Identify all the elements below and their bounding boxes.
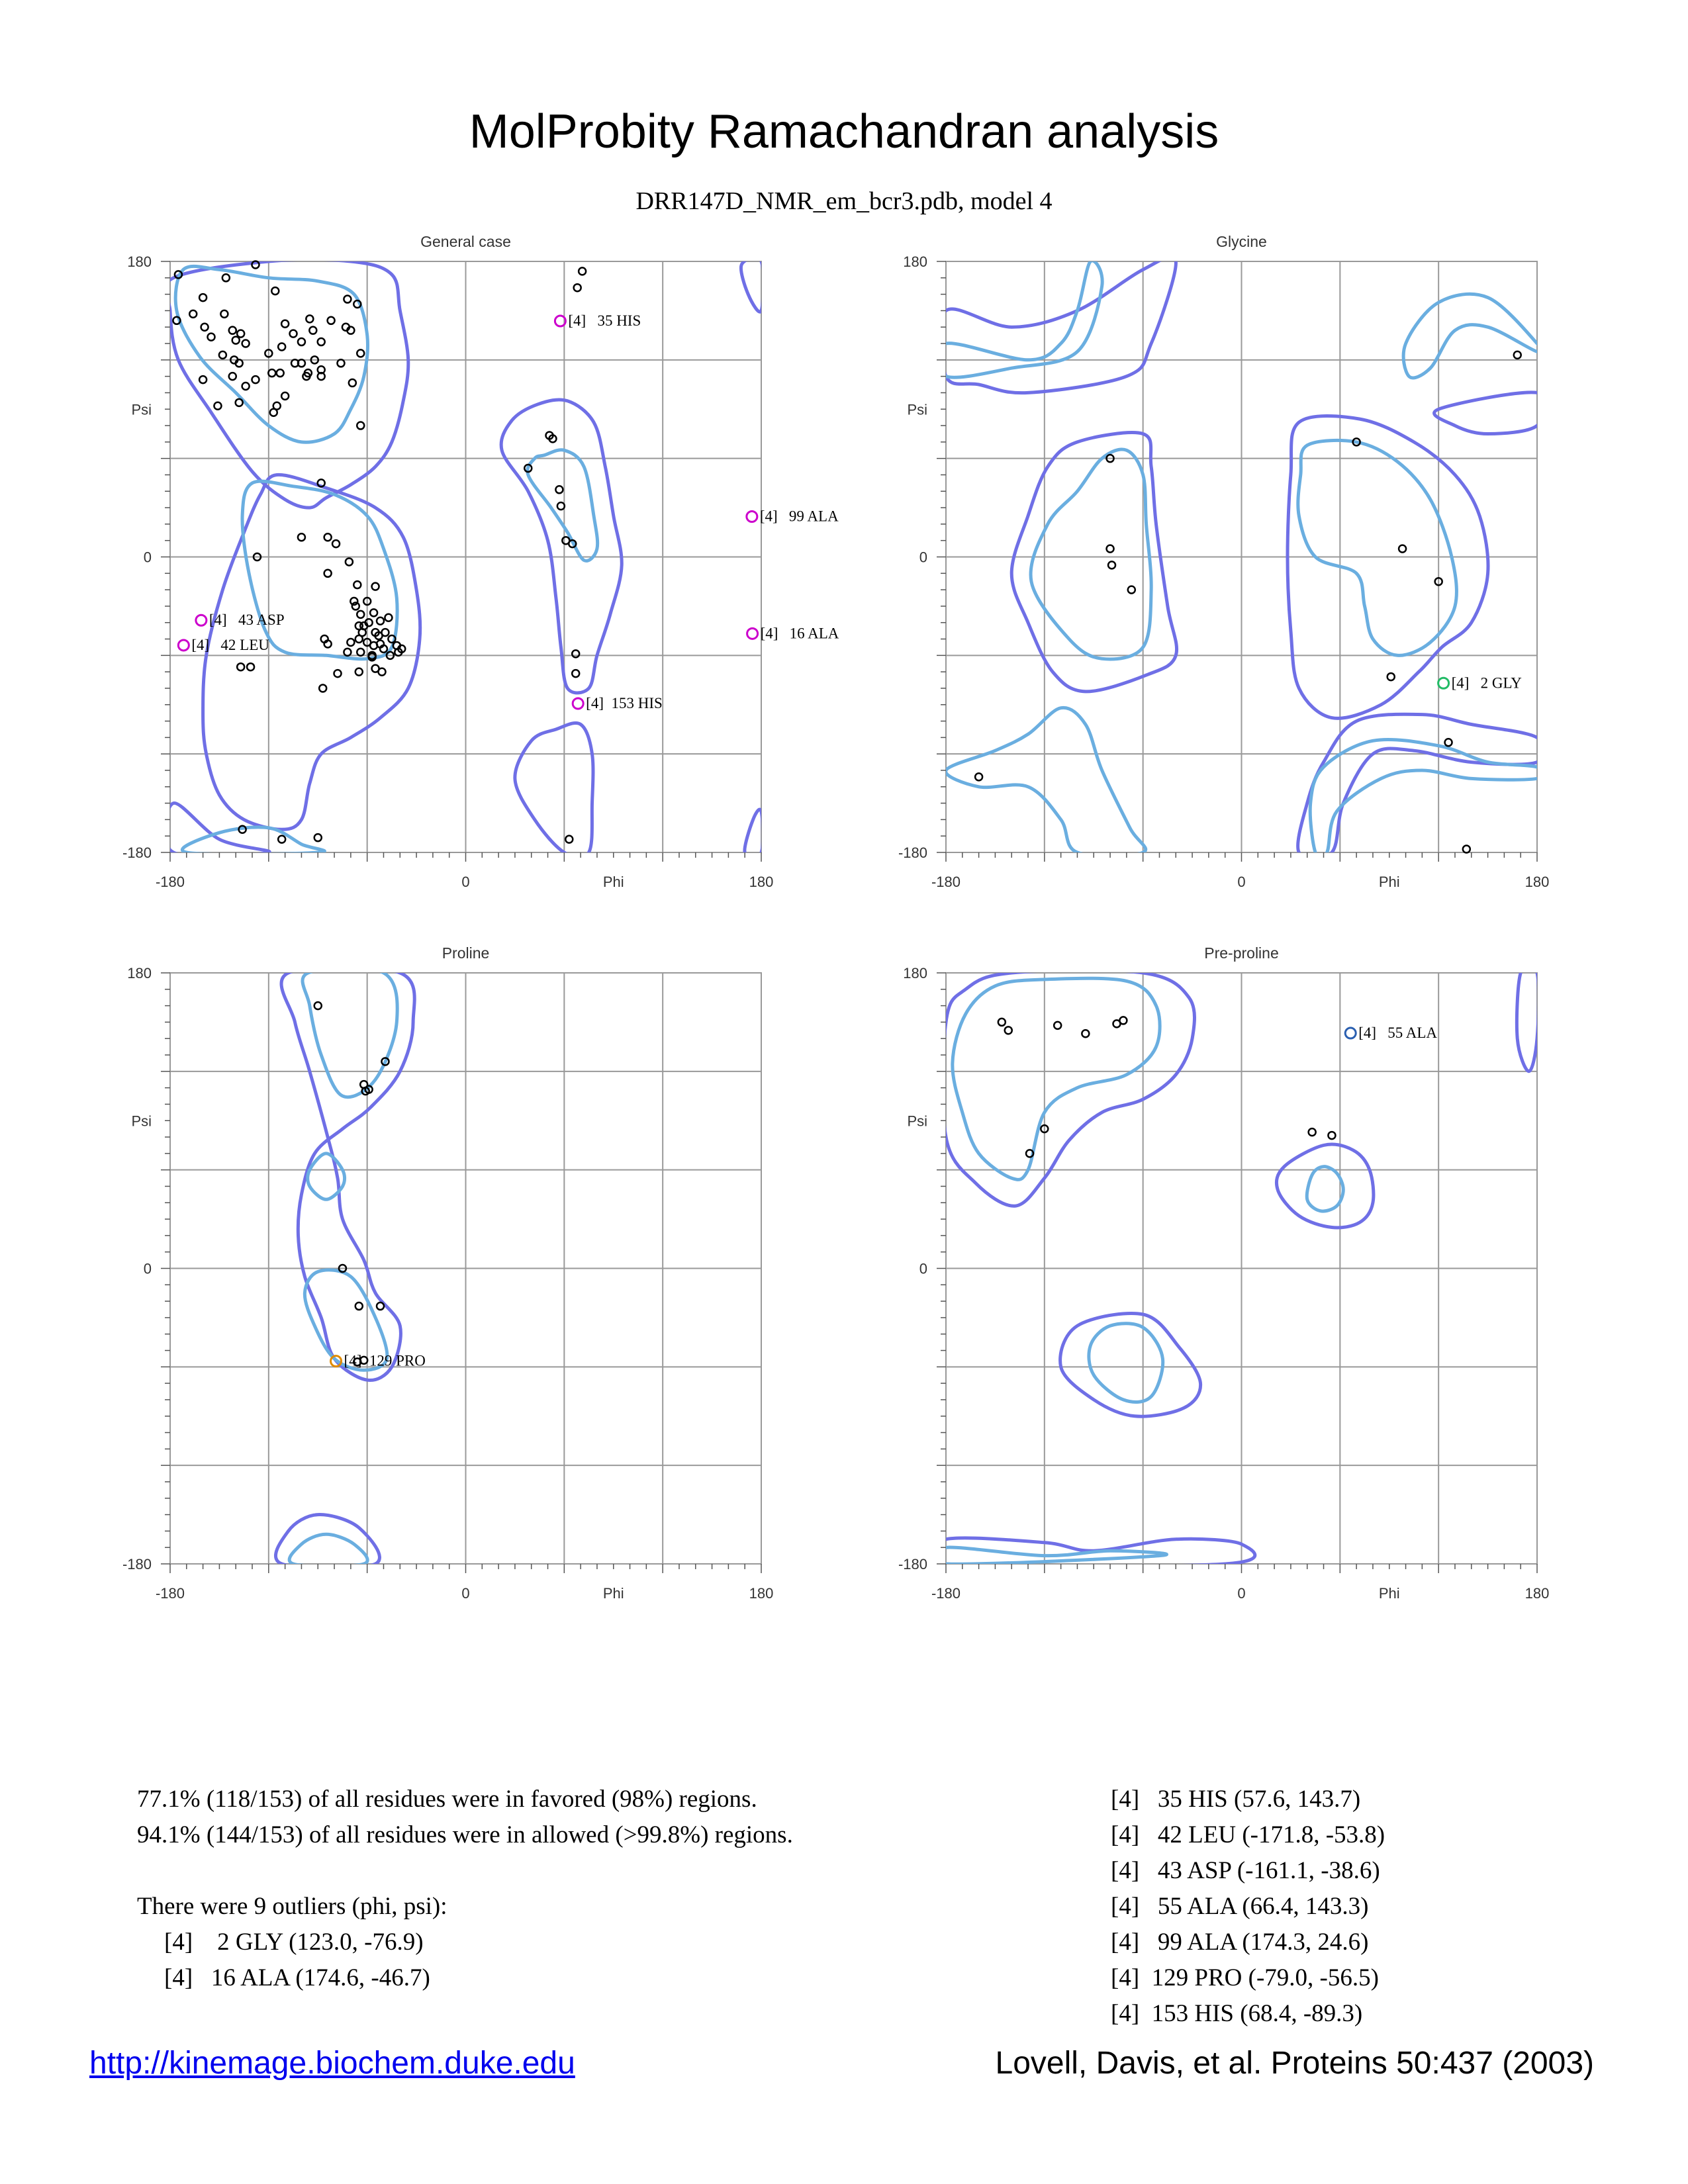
outlier-label: [4] 153 HIS [586,695,663,712]
outlier-list-item: [4] 42 LEU (-171.8, -53.8) [1111,1821,1385,1848]
data-point [357,422,364,430]
y-tick-label: 0 [919,1260,927,1277]
data-point [328,317,335,324]
data-point [385,614,392,621]
data-point [377,617,384,625]
data-point [237,663,244,670]
data-point [998,1019,1006,1026]
allowed-contour [1011,433,1176,692]
outlier-point [747,628,758,639]
data-point [574,284,581,291]
y-tick-label: -180 [122,844,152,861]
data-point [381,629,389,636]
data-point [229,327,236,334]
outlier-list-item: [4] 99 ALA (174.3, 24.6) [1111,1929,1369,1956]
data-point [222,274,230,281]
data-point [1119,1017,1127,1024]
favored-contour [926,1547,1167,1564]
x-axis-label: Phi [1378,1585,1400,1602]
data-point [347,639,354,646]
outlier-list-item: [4] 153 HIS (68.4, -89.3) [1111,2000,1363,2027]
ticks [937,261,1537,862]
data-point [271,287,279,295]
data-point [314,1002,322,1009]
y-axis-label: Psi [907,1113,927,1130]
data-point [1107,545,1114,553]
data-point [220,310,228,318]
data-point [353,581,361,588]
data-point [377,1302,384,1310]
outlier-list-item: [4] 55 ALA (66.4, 143.3) [1111,1893,1369,1920]
outlier-label: [4] 43 ASP [209,612,285,629]
data-point [270,409,277,416]
data-point [219,351,226,359]
outlier-list-item: [4] 43 ASP (-161.1, -38.6) [1111,1857,1380,1884]
kinemage-link[interactable]: http://kinemage.biochem.duke.edu [89,2046,575,2081]
data-point [372,583,379,590]
favored-contour [1089,1324,1163,1402]
y-axis-label: Psi [131,1113,152,1130]
data-point [1514,351,1521,359]
page-title: MolProbity Ramachandran analysis [469,105,1219,158]
allowed-contour [1517,965,1538,1071]
data-point [579,267,586,275]
x-tick-label: -180 [931,1585,961,1602]
data-point [1399,545,1406,553]
allowed-contour [1298,714,1546,858]
data-point [298,338,305,345]
x-tick-label: -180 [931,874,961,890]
data-point [281,320,289,328]
outlier-label: [4] 42 LEU [191,636,269,653]
data-point [378,668,385,676]
x-tick-label: 0 [1237,1585,1246,1602]
data-point [357,349,364,357]
allowed-contour [275,1515,379,1569]
x-tick-label: -180 [155,874,185,890]
favored-contour [1403,294,1543,378]
ticks [161,261,761,862]
data-point [324,533,332,541]
data-point [370,609,377,616]
favored-contour [528,450,598,561]
contours [275,967,414,1569]
favored-contour [946,707,1146,856]
panel-title: Pre-proline [1204,944,1279,962]
allowed-contour [515,723,593,857]
data-point [324,570,332,577]
x-tick-label: 0 [461,874,470,890]
outliers [331,1353,426,1369]
glycine-plot [898,225,1583,913]
x-tick-label: 0 [1237,874,1246,890]
allowed-contour [164,803,269,856]
data-point [1005,1026,1012,1034]
outlier-label: [4] 16 ALA [760,625,839,642]
panel-title: General case [420,233,511,250]
data-point [572,650,579,657]
data-point [1128,586,1135,594]
allowed-contour [1288,416,1488,718]
data-point [1082,1030,1089,1037]
data-point [319,684,326,692]
stats-outliers-header: There were 9 outliers (phi, psi): [137,1893,447,1920]
y-axis-label: Psi [907,401,927,418]
data-point [355,1302,363,1310]
allowed-contour [501,400,622,693]
y-tick-label: 0 [919,549,927,566]
data-point [252,376,259,383]
panel-title: Proline [442,944,490,962]
data-point [199,294,207,301]
x-axis-label: Phi [602,1585,624,1602]
data-points [998,1017,1336,1157]
data-point [208,334,215,341]
x-tick-label: 0 [461,1585,470,1602]
outlier-point [196,615,207,625]
proline-plot [122,936,808,1625]
data-point [236,399,243,406]
grid [170,261,761,852]
ticks [937,973,1537,1573]
citation: Lovell, Davis, et al. Proteins 50:437 (2003) [995,2046,1594,2081]
y-tick-label: 0 [143,549,152,566]
grid [946,973,1537,1564]
favored-contour [303,968,397,1097]
x-tick-label: 180 [1524,874,1550,890]
x-tick-label: 180 [749,874,774,890]
y-axis-label: Psi [131,401,152,418]
data-point [278,343,285,350]
data-point [355,635,363,643]
y-tick-label: 180 [903,965,927,981]
y-tick-label: 0 [143,1260,152,1277]
data-point [237,330,244,338]
data-point [344,296,351,303]
outlier-list-item: [4] 2 GLY (123.0, -76.9) [164,1929,424,1956]
data-point [318,338,325,345]
page-subtitle: DRR147D_NMR_em_bcr3.pdb, model 4 [635,187,1053,215]
data-point [349,379,356,387]
favored-contour [1307,1167,1343,1211]
data-point [232,337,240,344]
favored-contour [1031,449,1151,659]
data-point [355,668,363,676]
y-tick-label: -180 [898,844,927,861]
x-axis-label: Phi [1378,874,1400,890]
favored-contour [953,978,1160,1179]
y-tick-label: -180 [122,1556,152,1572]
data-point [346,558,353,565]
data-point [337,359,344,367]
data-point [268,369,275,377]
outlier-point [1345,1028,1356,1038]
outlier-label: [4] 55 ALA [1358,1024,1438,1042]
allowed-contour [1276,1144,1373,1228]
data-point [1309,1128,1316,1136]
data-point [1108,561,1115,569]
outliers [1438,674,1523,691]
data-point [555,486,563,493]
outlier-list-item: [4] 35 HIS (57.6, 143.7) [1111,1786,1361,1813]
allowed-contour [1434,392,1547,434]
outlier-label: [4] 2 GLY [1451,674,1522,692]
y-tick-label: 180 [127,965,152,981]
data-point [298,533,305,541]
outlier-point [747,511,757,522]
ticks [161,973,761,1573]
data-point [357,649,364,656]
preproline-plot [898,936,1583,1625]
outlier-point [1438,678,1449,688]
data-point [277,369,284,377]
data-point [1463,846,1470,853]
y-tick-label: 180 [903,253,927,270]
outlier-point [573,698,583,709]
outlier-point [178,640,189,651]
favored-contour [308,1154,345,1199]
panel-title: Glycine [1216,233,1267,250]
allowed-contour [939,256,1176,393]
data-point [975,773,982,780]
data-point [281,392,289,400]
general-case-plot [122,225,839,913]
data-point [357,611,364,618]
data-point [309,327,316,334]
data-point [1328,1132,1335,1139]
data-point [314,834,322,841]
data-points [314,1002,389,1365]
y-tick-label: 180 [127,253,152,270]
grid [170,973,761,1564]
data-point [1445,739,1452,746]
data-point [189,310,197,318]
data-point [278,836,285,843]
outlier-label: [4] 35 HIS [568,312,641,330]
data-point [332,540,340,547]
stats-favored: 77.1% (118/153) of all residues were in favored (98%) regions. [137,1786,757,1813]
data-point [334,670,342,677]
outlier-label: [4] 99 ALA [759,508,839,525]
data-point [306,315,313,322]
outlier-label: [4] 129 PRO [344,1352,426,1369]
contours [921,965,1538,1567]
data-point [247,663,254,670]
allowed-contour [741,257,763,312]
data-point [557,502,565,510]
x-axis-label: Phi [602,874,624,890]
x-tick-label: -180 [155,1585,185,1602]
allowed-contour [745,809,763,857]
data-point [214,402,221,410]
data-point [1387,673,1395,680]
data-point [199,376,207,383]
data-point [344,649,351,656]
data-point [565,836,573,843]
data-point [229,373,236,380]
x-tick-label: 180 [749,1585,774,1602]
x-tick-label: 180 [1524,1585,1550,1602]
data-point [1054,1022,1061,1029]
data-point [290,330,297,338]
favored-contour [182,827,324,854]
y-tick-label: -180 [898,1556,927,1572]
data-point [201,324,209,331]
outliers [1345,1024,1437,1041]
outlier-list-item: [4] 129 PRO (-79.0, -56.5) [1111,1964,1379,1991]
favored-contour [289,1534,367,1566]
data-point [242,340,250,347]
data-point [242,383,250,390]
stats-allowed: 94.1% (144/153) of all residues were in allowed (>99.8%) regions. [137,1821,793,1848]
outlier-list-item: [4] 16 ALA (174.6, -46.7) [164,1964,430,1991]
favored-contour [1298,440,1457,655]
data-point [572,670,579,677]
